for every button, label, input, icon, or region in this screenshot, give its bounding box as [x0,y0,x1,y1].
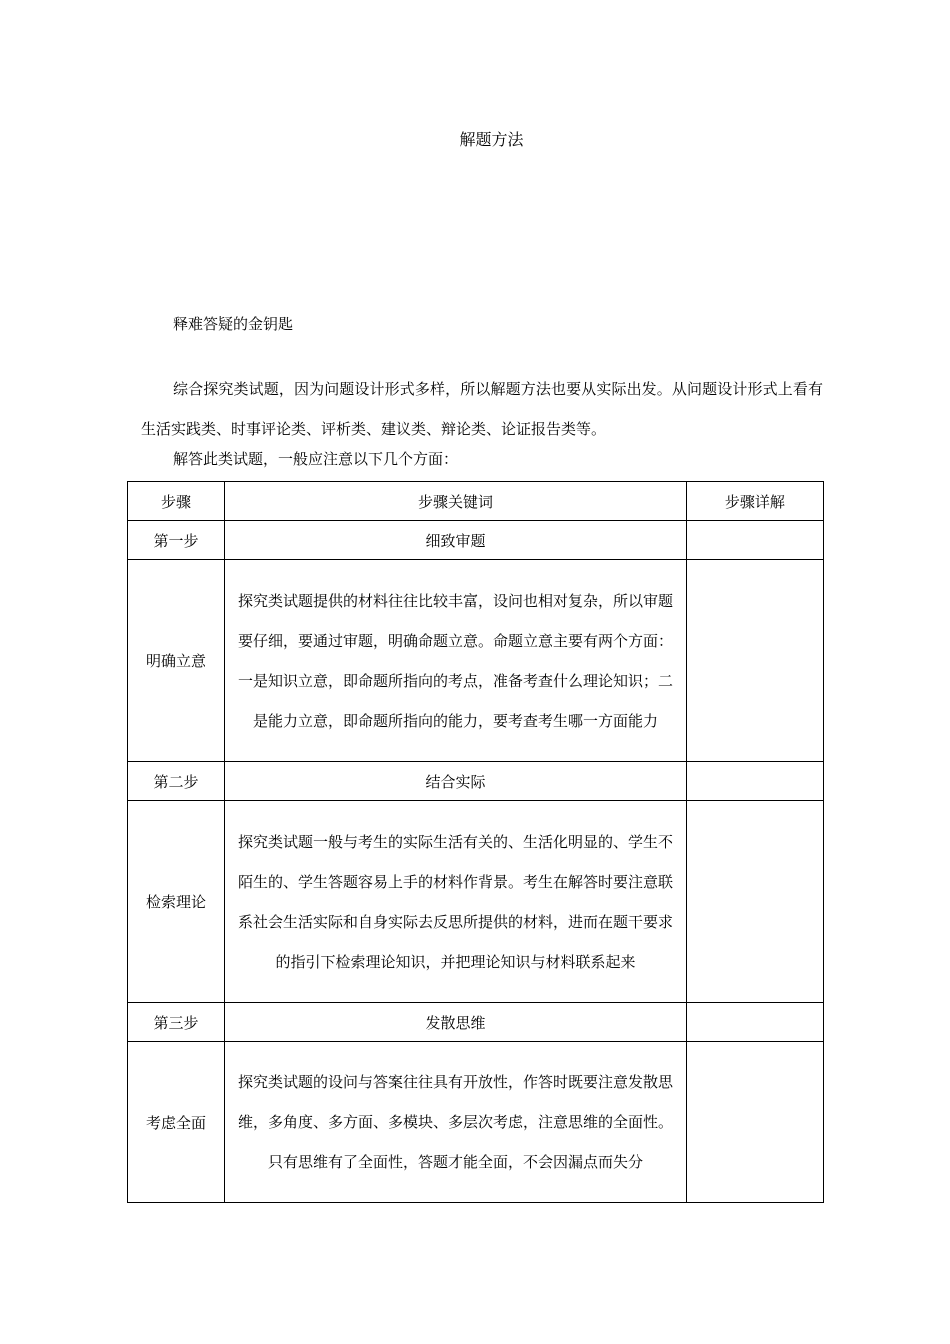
table-header-row [128,482,824,521]
step-label: 明确立意 [128,560,225,762]
step-detail [686,1042,823,1203]
section-heading: 释难答疑的金钥匙 [173,315,294,333]
step-label: 第二步 [128,762,225,801]
steps-table [127,481,824,1203]
header-step: 步骤 [128,482,225,521]
step-keyword: 探究类试题一般与考生的实际生活有关的、生活化明显的、学生不陌生的、学生答题容易上手的材料作背景。考生在解答时要注意联系社会生活实际和自身实际去反思所提供的材料，进而在题干要求的指引下检索理论知识，并把理论知识与材料联系起来 [225,801,687,1003]
step-detail [686,762,823,801]
table-row [128,1003,824,1042]
table-row [128,521,824,560]
step-detail [686,1003,823,1042]
header-keyword: 步骤关键词 [225,482,687,521]
header-detail: 步骤详解 [686,482,823,521]
step-detail [686,521,823,560]
table-row [128,1042,824,1203]
table-row [128,560,824,762]
table-row [128,762,824,801]
step-label: 检索理论 [128,801,225,1003]
step-keyword: 探究类试题提供的材料往往比较丰富，设问也相对复杂，所以审题要仔细，要通过审题，明确命题立意。命题立意主要有两个方面：一是知识立意，即命题所指向的考点，准备考查什么理论知识；二是能力立意，即命题所指向的能力，要考查考生哪一方面能力 [225,560,687,762]
table-row [128,801,824,1003]
step-keyword: 探究类试题的设问与答案往往具有开放性，作答时既要注意发散思维，多角度、多方面、多模块、多层次考虑，注意思维的全面性。只有思维有了全面性，答题才能全面，不会因漏点而失分 [225,1042,687,1203]
step-keyword: 结合实际 [225,762,687,801]
intro-paragraph: 综合探究类试题，因为问题设计形式多样，所以解题方法也要从实际出发。从问题设计形式上看有生活实践类、时事评论类、评析类、建议类、辩论类、论证报告类等。 [141,380,823,438]
step-label: 考虑全面 [128,1042,225,1203]
step-keyword: 发散思维 [225,1003,687,1042]
step-detail [686,801,823,1003]
step-label: 第一步 [128,521,225,560]
instruction-paragraph: 解答此类试题，一般应注意以下几个方面： [173,450,459,468]
step-detail [686,560,823,762]
page-title: 解题方法 [459,130,524,149]
step-label: 第三步 [128,1003,225,1042]
step-keyword: 细致审题 [225,521,687,560]
